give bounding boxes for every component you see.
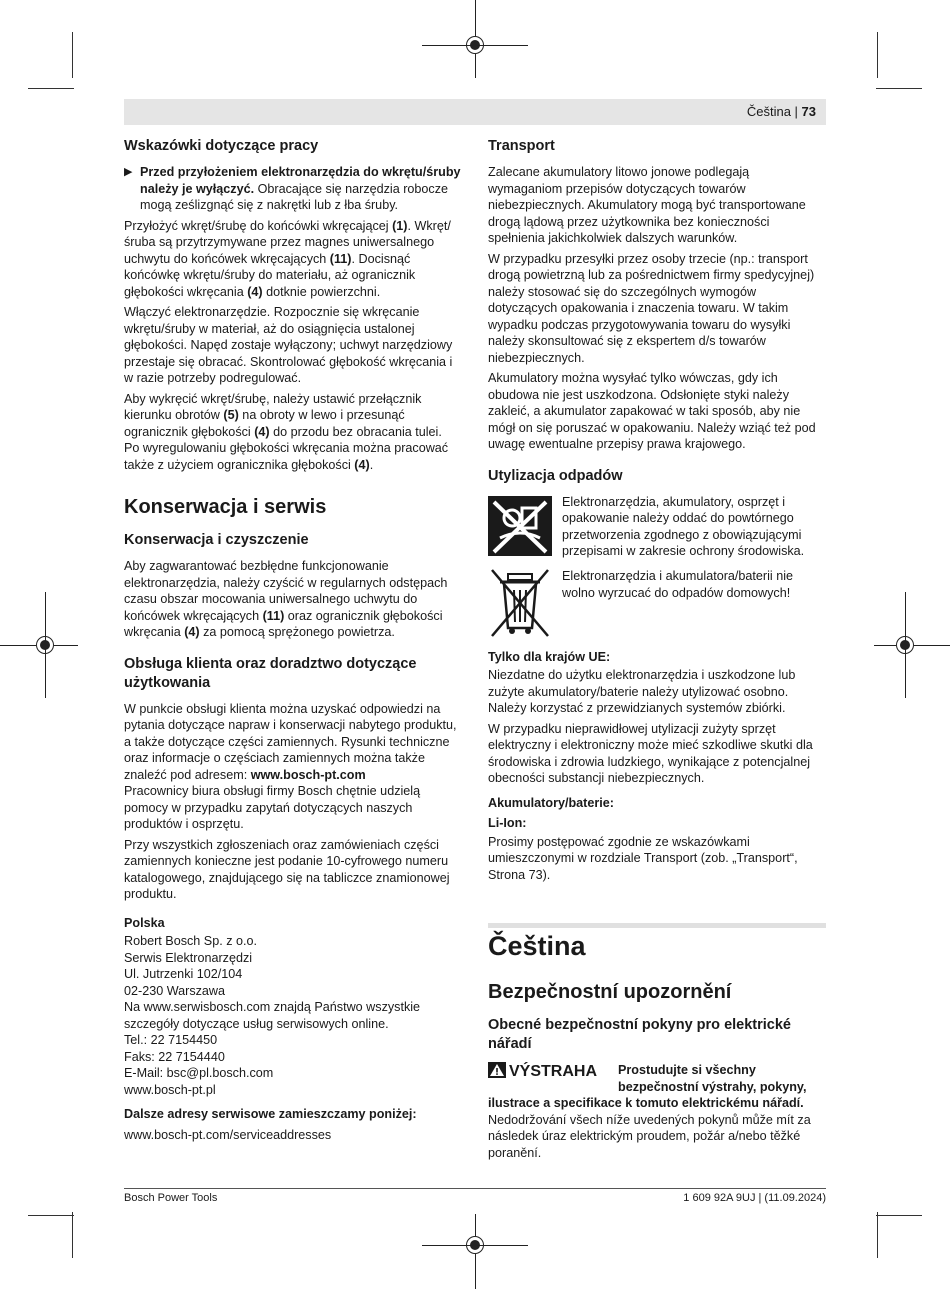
czech-section — [488, 930, 826, 1161]
waste-paragraph-1: Elektronarzędzia, akumulatory, osprzęt i opakowanie należy oddać do powtórnego przetworzenia zgodnego z obowiązującymi przepisami w zakresie ochrony środowiska. — [562, 494, 805, 558]
eu-label: Tylko dla krajów UE: — [488, 649, 611, 664]
li-ion-paragraph: Prosimy postępować zgodnie ze wskazówkami umieszczonymi w rozdziale Transport (zob. „Transport“, Strona 73). — [488, 834, 798, 882]
warning-body — [488, 1095, 826, 1161]
registration-line — [905, 592, 906, 698]
country-label: Polska — [124, 915, 165, 930]
registration-line — [54, 645, 78, 646]
warning-triangle-icon — [488, 1062, 506, 1083]
crop-mark — [877, 1212, 878, 1258]
more-addresses-heading: Dalsze adresy serwisowe zamieszczamy poniżej: — [124, 1107, 417, 1121]
cleaning-paragraph: Aby zagwarantować bezbłędne funkcjonowanie elektronarzędzia, należy czyścić w regularnych odstępach czasu obszar mocowania uniwersalnego uchwytu do końcówek wkręcających (11) oraz ogranicznik głębokości wkręcania (4) za pomocą sprężonego powietrza. — [124, 559, 448, 639]
crop-mark — [877, 32, 878, 78]
crop-mark — [876, 88, 922, 89]
registration-line — [475, 0, 476, 36]
registration-line — [45, 592, 46, 698]
crop-mark — [72, 1212, 73, 1258]
page-header-bar — [124, 99, 826, 125]
left-column — [124, 137, 462, 1143]
bullet-arrow-icon: ▶ — [124, 166, 133, 178]
crop-mark — [876, 1215, 922, 1216]
crop-mark — [28, 1215, 74, 1216]
service-paragraph-3: Przy wszystkich zgłoszeniach oraz zamówieniach części zamiennych konieczne jest podanie 10-cyfrowego numeru katalogowego, znajdującego się na tabliczce znamionowej produktu. — [124, 837, 450, 901]
footer-rule — [124, 1188, 826, 1189]
eu-paragraph-2: W przypadku nieprawidłowej utylizacji zużyty sprzęt elektryczny i elektroniczny może mieć szkodliwe skutki dla środowiska i zdrowia ludzkiego, wynikające z potencjalnej obecności substancji niebezpiecznych. — [488, 721, 813, 785]
warning-bold-text-1: Prostudujte si všechny bezpečnostní výstrahy, pokyny, — [618, 1063, 807, 1094]
cleaning-heading: Konserwacja i czyszczenie — [124, 532, 309, 548]
tips-paragraph-2: Włączyć elektronarzędzie. Rozpocznie się wkręcanie wkrętu/śruby w materiał, aż do osiągnięcia ustalonej głębokości. Napęd zostaje wyłączony; uchwyt narzędziowy przestaje się obracać. Skontrolować głębokość wkręcania i w razie potrzeby podregulować. — [124, 305, 453, 385]
czech-title: Čeština — [488, 931, 586, 961]
transport-paragraph-3: Akumulatory można wysyłać tylko wówczas, gdy ich obudowa nie jest uszkodzona. Odsłonięte styki należy zakleić, a akumulator zapakować w taki sposób, aby nie mógł on się poruszać w opakowaniu. Należy wziąć też pod uwagę ewentualne przepisy prawa krajowego. — [488, 371, 816, 451]
website-link[interactable]: www.bosch-pt.pl — [124, 1082, 216, 1097]
header-language: Čeština — [746, 104, 791, 119]
fax: Faks: 22 7154440 — [124, 1049, 225, 1064]
service-paragraph-1: W punkcie obsługi klienta można uzyskać odpowiedzi na pytania dotyczące napraw i konserwacji nabytego produktu, a także dotyczące części zamiennych. Rysunki techniczne oraz informacje o częściach zamiennych można także znaleźć pod adresem: www.bosch-pt.com — [124, 701, 457, 782]
waste-heading: Utylizacja odpadów — [488, 467, 623, 484]
transport-heading: Transport — [488, 138, 555, 154]
page-number: 73 — [801, 104, 816, 119]
email: E-Mail: bsc@pl.bosch.com — [124, 1066, 274, 1080]
registration-mark — [466, 36, 484, 54]
transport-paragraph-2: W przypadku przesyłki przez osoby trzecie (np.: transport drogą powietrzną lub za pośrednictwem firmy spedycyjnej) należy stosować się do szczególnych wymogów dotyczących opakowania i znaczenia towaru. W takim wypadku podczas przygotowywania towaru do wysyłki należy skonsultować się z ekspertem d/s towarów niebezpiecznych. — [488, 251, 815, 365]
section-divider — [488, 923, 826, 928]
warning-tag — [488, 1062, 618, 1083]
waste-recycle-row — [488, 494, 826, 563]
registration-line — [874, 645, 896, 646]
right-column — [488, 137, 826, 887]
no-waste-recycle-icon — [488, 494, 552, 563]
tips-bullet-bold: Przed przyłożeniem elektronarzędzia do wkrętu/śruby należy je wyłączyć. — [140, 165, 461, 196]
waste-paragraph-2: Elektronarzędzia i akumulatora/baterii nie wolno wyrzucać do odpadów domowych! — [562, 569, 794, 600]
registration-line — [475, 1254, 476, 1289]
warning-row — [488, 1062, 826, 1095]
li-ion-label: Li-Ion: — [488, 816, 527, 830]
address-line: Robert Bosch Sp. z o.o. — [124, 934, 258, 948]
tips-bullet — [124, 164, 462, 214]
footer-doc-number: 1 609 92A 9UJ | (11.09.2024) — [683, 1192, 826, 1204]
registration-line — [475, 1214, 476, 1236]
czech-safety-heading: Bezpečnostní upozornění — [488, 981, 732, 1003]
tips-paragraph-1: Przyłożyć wkręt/śrubę do końcówki wkręcającej (1). Wkręt/śruba są przytrzymywane przez magnes uniwersalnego uchwytu do końcówek wkręcających (11). Docisnąć końcówkę wkrętu/śruby do materiału, aż ogranicznik głębokości wkręcania (4) dotknie powierzchni. — [124, 218, 451, 299]
warning-bold-text-2: ilustrace a specifikace k tomuto elektrickému nářadí. — [488, 1096, 804, 1110]
address-line: Serwis Elektronarzędzi — [124, 950, 253, 965]
tips-heading: Wskazówki dotyczące pracy — [124, 138, 319, 154]
tips-paragraph-3: Aby wykręcić wkręt/śrubę, należy ustawić przełącznik kierunku obrotów (5) na obroty w lewo i przesunąć ogranicznik głębokości (4) do przodu bez obracania tulei. — [124, 391, 442, 439]
batteries-label: Akumulatory/baterie: — [488, 795, 614, 810]
czech-general-heading: Obecné bezpečnostní pokyny pro elektrické nářadí — [488, 1017, 791, 1052]
tips-bullet-text — [140, 164, 462, 214]
service-addresses-link[interactable]: www.bosch-pt.com/serviceaddresses — [124, 1127, 332, 1142]
service-heading: Obsługa klienta oraz doradztwo dotyczące użytkowania — [124, 655, 417, 691]
warning-word: VÝSTRAHA — [509, 1063, 598, 1080]
service-paragraph-2: Pracownicy biura obsługi firmy Bosch chętnie udzielą pomocy w przypadku zapytań dotyczących naszych produktów i osprzętu. — [124, 784, 421, 831]
footer-brand: Bosch Power Tools — [124, 1192, 218, 1204]
maintenance-heading: Konserwacja i serwis — [124, 496, 327, 518]
registration-line — [0, 645, 36, 646]
transport-paragraph-1: Zalecane akumulatory litowo jonowe podlegają wymaganiom przepisów dotyczących towarów niebezpiecznych. Akumulatory mogą być transportowane drogą lądową przez użytkownika bez konieczności spełnienia jakichkolwiek dalszych warunków. — [488, 165, 806, 245]
address-line: 02-230 Warszawa — [124, 983, 226, 998]
registration-mark — [466, 1236, 484, 1254]
registration-line — [914, 645, 950, 646]
tips-bullet-rest: Obracające się narzędzia robocze mogą ześlizgnąć się z nakrętki lub z łba śruby. — [140, 181, 449, 212]
crop-mark — [28, 88, 74, 89]
address-web-note: Na www.serwisbosch.com znajdą Państwo wszystkie szczegóły dotyczące usług serwisowych online. — [124, 1000, 421, 1031]
waste-bin-row — [488, 568, 826, 643]
crossed-bin-icon — [488, 568, 552, 643]
telephone: Tel.: 22 7154450 — [124, 1033, 218, 1047]
eu-paragraph-1: Niezdatne do użytku elektronarzędzia i uszkodzone lub zużyte akumulatory/baterie należy utylizować osobno. Należy korzystać z przewidzianych systemów zbiórki. — [488, 668, 796, 715]
address-line: Ul. Jutrzenki 102/104 — [124, 967, 243, 981]
page-header: Čeština | 73 — [746, 104, 816, 119]
warning-text: Nedodržování všech níže uvedených pokynů může mít za následek úraz elektrickým proudem, požár a/nebo těžké poranění. — [488, 1112, 811, 1160]
crop-mark — [72, 32, 73, 78]
tips-paragraph-4: Po wyregulowaniu głębokości wkręcania można pracować także z użyciem ogranicznika głębokości (4). — [124, 441, 449, 472]
registration-line — [475, 54, 476, 78]
